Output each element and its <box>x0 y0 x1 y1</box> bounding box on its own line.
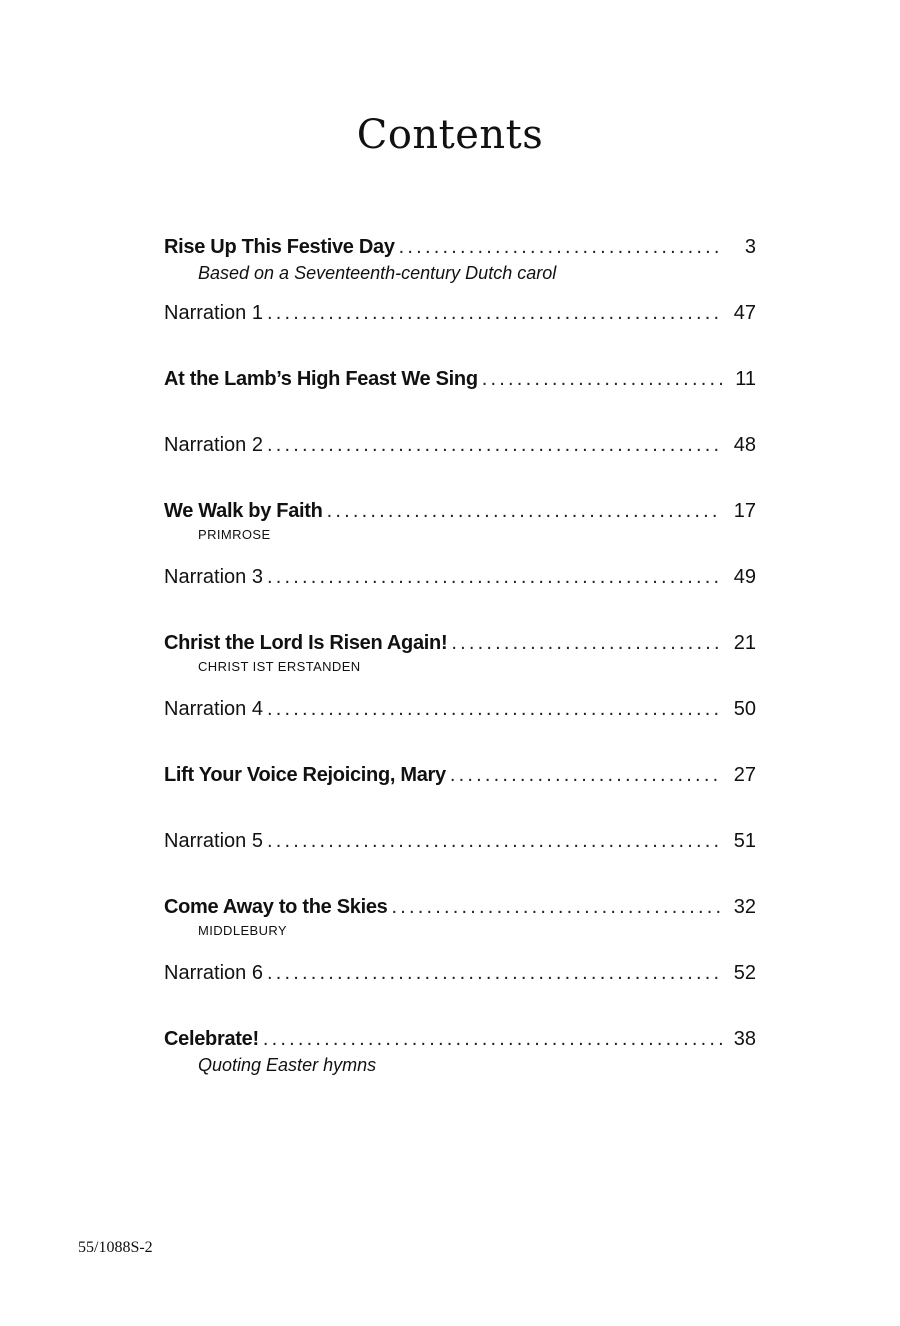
catalog-number: 55/1088S-2 <box>78 1239 153 1256</box>
toc-entry-lambs-high-feast[interactable] <box>164 368 756 391</box>
entry-title: Come Away to the Skies <box>164 896 388 918</box>
toc-entry-narration-4[interactable] <box>164 698 756 721</box>
dot-leader <box>450 764 722 787</box>
entry-title: Narration 6 <box>164 962 263 984</box>
page-number: 47 <box>733 302 756 324</box>
entry-title: At the Lamb’s High Feast We Sing <box>164 368 478 390</box>
page-title: Contents <box>356 112 544 158</box>
tune-name: CHRIST IST ERSTANDEN <box>198 659 361 674</box>
dot-leader <box>267 698 722 721</box>
entry-title: Narration 4 <box>164 698 263 720</box>
entry-title: Narration 5 <box>164 830 263 852</box>
entry-title: Christ the Lord Is Risen Again! <box>164 632 448 654</box>
page-number: 17 <box>733 500 756 522</box>
toc-entry-rise-up[interactable] <box>164 236 756 284</box>
dot-leader <box>327 500 722 523</box>
dot-leader <box>267 566 722 589</box>
dot-leader <box>451 632 722 655</box>
toc-entry-narration-3[interactable] <box>164 566 756 589</box>
toc-entry-come-away[interactable] <box>164 896 756 938</box>
dot-leader <box>399 236 722 259</box>
toc-entry-christ-the-lord[interactable] <box>164 632 756 674</box>
dot-leader <box>391 896 722 919</box>
entry-title: Rise Up This Festive Day <box>164 236 395 258</box>
toc-entry-narration-6[interactable] <box>164 962 756 985</box>
dot-leader <box>267 302 722 325</box>
page-number: 11 <box>735 368 756 390</box>
page-number: 48 <box>733 434 756 456</box>
entry-subtitle: Based on a Seventeenth-century Dutch carol <box>198 263 557 283</box>
dot-leader <box>267 830 722 853</box>
entry-title: We Walk by Faith <box>164 500 323 522</box>
toc-entry-narration-2[interactable] <box>164 434 756 457</box>
dot-leader <box>267 962 722 985</box>
entry-title: Lift Your Voice Rejoicing, Mary <box>164 764 446 786</box>
entry-title: Narration 3 <box>164 566 263 588</box>
page-number: 49 <box>733 566 756 588</box>
tune-name: MIDDLEBURY <box>198 923 288 938</box>
entry-title: Narration 1 <box>164 302 263 324</box>
page-number: 50 <box>733 698 756 720</box>
entry-title: Narration 2 <box>164 434 263 456</box>
tune-name: PRIMROSE <box>198 527 271 542</box>
dot-leader <box>263 1028 722 1051</box>
toc-entry-narration-5[interactable] <box>164 830 756 853</box>
toc-entry-we-walk-by-faith[interactable] <box>164 500 756 542</box>
page-number: 52 <box>733 962 756 984</box>
toc-entry-narration-1[interactable] <box>164 302 756 325</box>
page-number: 21 <box>733 632 756 654</box>
toc-entry-lift-your-voice[interactable] <box>164 764 756 787</box>
dot-leader <box>482 368 722 391</box>
page-number: 32 <box>733 896 756 918</box>
dot-leader <box>267 434 722 457</box>
page-number: 3 <box>744 236 756 258</box>
page-number: 27 <box>733 764 756 786</box>
page-number: 51 <box>733 830 756 852</box>
entry-subtitle: Quoting Easter hymns <box>198 1055 377 1075</box>
entry-title: Celebrate! <box>164 1028 259 1050</box>
toc-entry-celebrate[interactable] <box>164 1028 756 1076</box>
page-number: 38 <box>733 1028 756 1050</box>
